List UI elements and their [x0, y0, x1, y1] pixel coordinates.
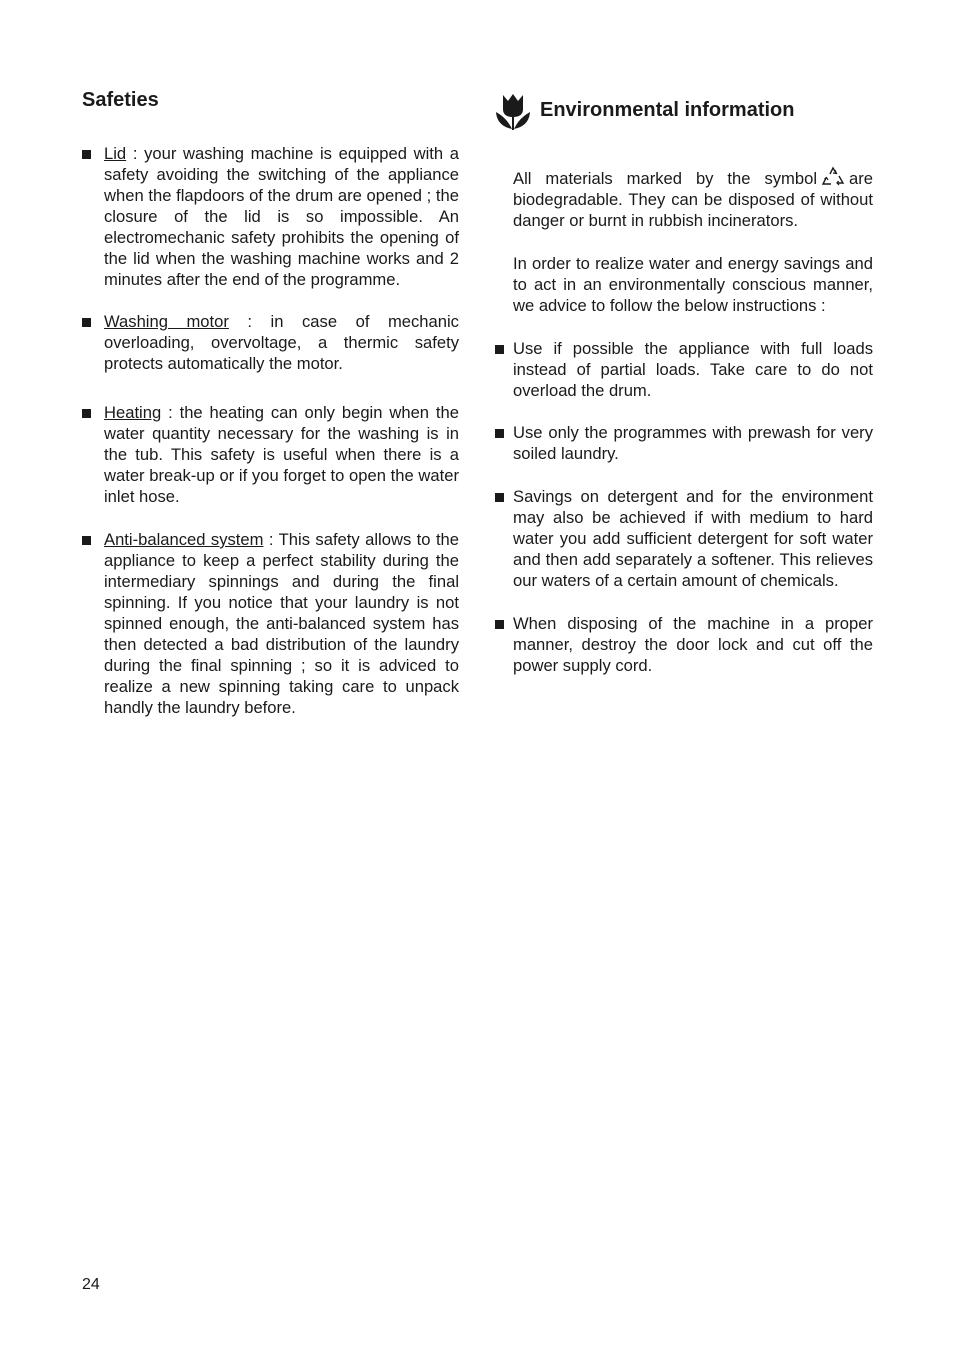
- environment-item-1: [495, 338, 873, 401]
- environment-paragraph-2: [495, 253, 873, 316]
- environment-item-text: Use if possible the appliance with full loads instead of partial loads. Take care to do not overload the drum.: [513, 339, 873, 400]
- safety-description: : This safety allows to the appliance to keep a perfect stability during the intermediary spinnings and during the final spinning. If you notice that your laundry is not spinned enough, the anti-balanced system has then detected a bad distribution of the laundry during the final spinning ; so it is adviced to realize a new spinning taking care to unpack handly the laundry before.: [104, 530, 460, 717]
- safety-description: : your washing machine is equipped with a safety avoiding the switching of the appliance when the flapdoors of the drum are opened ; the closure of the lid is so impossible. An electromechanic safety prohibits the opening of the lid when the washing machine works and 2 minutes after the end of the programme.: [104, 144, 459, 289]
- recycle-icon: [821, 166, 845, 188]
- safety-term: Lid: [104, 144, 127, 163]
- bullet-icon: [82, 150, 91, 159]
- environment-paragraph-1: [495, 166, 873, 231]
- safety-item-anti-balanced-system: [82, 529, 459, 718]
- safety-item-text: [104, 143, 459, 290]
- environment-item-text: Savings on detergent and for the environment may also be achieved if with medium to hard water you add sufficient detergent for soft water and then add separately a softener. This relieves our waters of a certain amount of chemicals.: [513, 487, 873, 590]
- page-number: 24: [82, 1276, 100, 1293]
- paragraph-text: are biodegradable. They can be disposed of without danger or burnt in rubbish incinerators.: [513, 169, 873, 230]
- safety-item-text: [104, 529, 459, 718]
- symbol-paragraph: [513, 166, 873, 231]
- safety-term: Heating: [104, 403, 162, 422]
- safety-item-washing-motor: [82, 311, 459, 374]
- environment-heading: Environmental information: [540, 99, 795, 121]
- safety-item-lid: [82, 143, 459, 290]
- bullet-icon: [82, 536, 91, 545]
- safety-term: Washing motor: [104, 312, 229, 331]
- safety-item-heating: [82, 402, 459, 507]
- safety-item-text: [104, 402, 459, 507]
- safety-description: : the heating can only begin when the water quantity necessary for the washing is in the tub. This safety is useful when there is a water break-up or if you forget to open the water inlet hose.: [104, 403, 459, 506]
- instructions-intro: In order to realize water and energy savings and to act in an environmentally conscious manner, we advice to follow the below instructions :: [513, 254, 873, 315]
- environment-item-text: Use only the programmes with prewash for very soiled laundry.: [513, 423, 873, 463]
- safeties-heading: Safeties: [82, 89, 159, 111]
- flower-icon: [495, 92, 531, 132]
- environment-item-text: When disposing of the machine in a proper manner, destroy the door lock and cut off the power supply cord.: [513, 614, 873, 675]
- safety-term: Anti-balanced system: [104, 530, 264, 549]
- safety-description: : in case of mechanic overloading, overvoltage, a thermic safety protects automatically the motor.: [104, 312, 459, 373]
- bullet-icon: [495, 620, 504, 629]
- bullet-icon: [82, 409, 91, 418]
- environment-item-2: [495, 422, 873, 464]
- paragraph-text: All materials marked by the symbol: [513, 169, 818, 188]
- safety-item-text: [104, 311, 459, 374]
- bullet-icon: [495, 493, 504, 502]
- bullet-icon: [495, 429, 504, 438]
- bullet-icon: [495, 345, 504, 354]
- bullet-icon: [82, 318, 91, 327]
- environment-item-3: [495, 486, 873, 591]
- environment-header: [495, 92, 873, 132]
- environment-item-4: [495, 613, 873, 676]
